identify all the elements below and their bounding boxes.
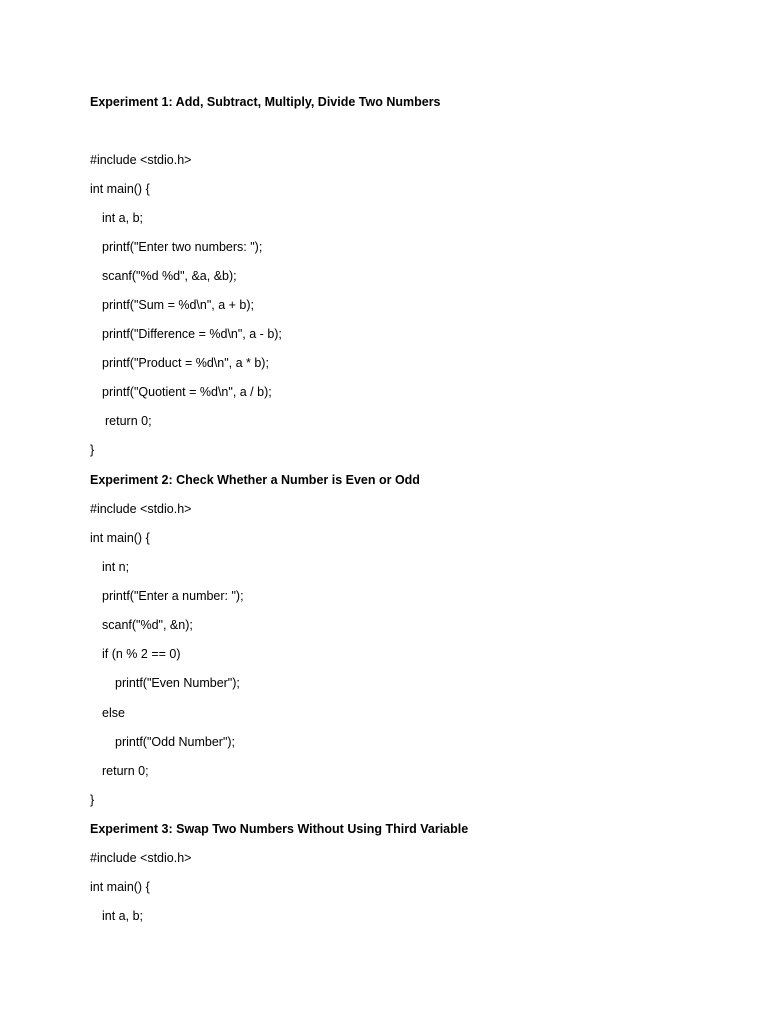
code-line: printf("Enter a number: ");	[102, 589, 244, 603]
code-line: return 0;	[102, 764, 149, 778]
experiment-1-title: Experiment 1: Add, Subtract, Multiply, Divide Two Numbers	[90, 95, 441, 109]
experiment-3-title: Experiment 3: Swap Two Numbers Without Using Third Variable	[90, 822, 469, 836]
code-line: printf("Odd Number");	[115, 735, 236, 749]
code-line: #include <stdio.h>	[90, 153, 192, 167]
code-line: printf("Product = %d\n", a * b);	[102, 356, 269, 370]
code-line: printf("Difference = %d\n", a - b);	[102, 327, 282, 341]
code-line: int main() {	[90, 182, 150, 196]
code-line: if (n % 2 == 0)	[102, 647, 181, 661]
code-line: #include <stdio.h>	[90, 502, 192, 516]
code-line: int n;	[102, 560, 130, 574]
code-line: }	[90, 793, 95, 807]
code-line: int a, b;	[102, 909, 143, 923]
experiment-2-title: Experiment 2: Check Whether a Number is Even or Odd	[90, 473, 420, 487]
code-line: printf("Sum = %d\n", a + b);	[102, 298, 254, 312]
code-line: scanf("%d", &n);	[102, 618, 193, 632]
code-line: printf("Quotient = %d\n", a / b);	[102, 385, 272, 399]
code-line: int main() {	[90, 880, 150, 894]
code-line: #include <stdio.h>	[90, 851, 192, 865]
code-line: int main() {	[90, 531, 150, 545]
code-line: return 0;	[105, 414, 152, 428]
code-line: }	[90, 443, 95, 457]
code-line: int a, b;	[102, 211, 143, 225]
code-line: printf("Even Number");	[115, 676, 240, 690]
code-line: scanf("%d %d", &a, &b);	[102, 269, 237, 283]
code-line: else	[102, 706, 125, 720]
code-line: printf("Enter two numbers: ");	[102, 240, 263, 254]
